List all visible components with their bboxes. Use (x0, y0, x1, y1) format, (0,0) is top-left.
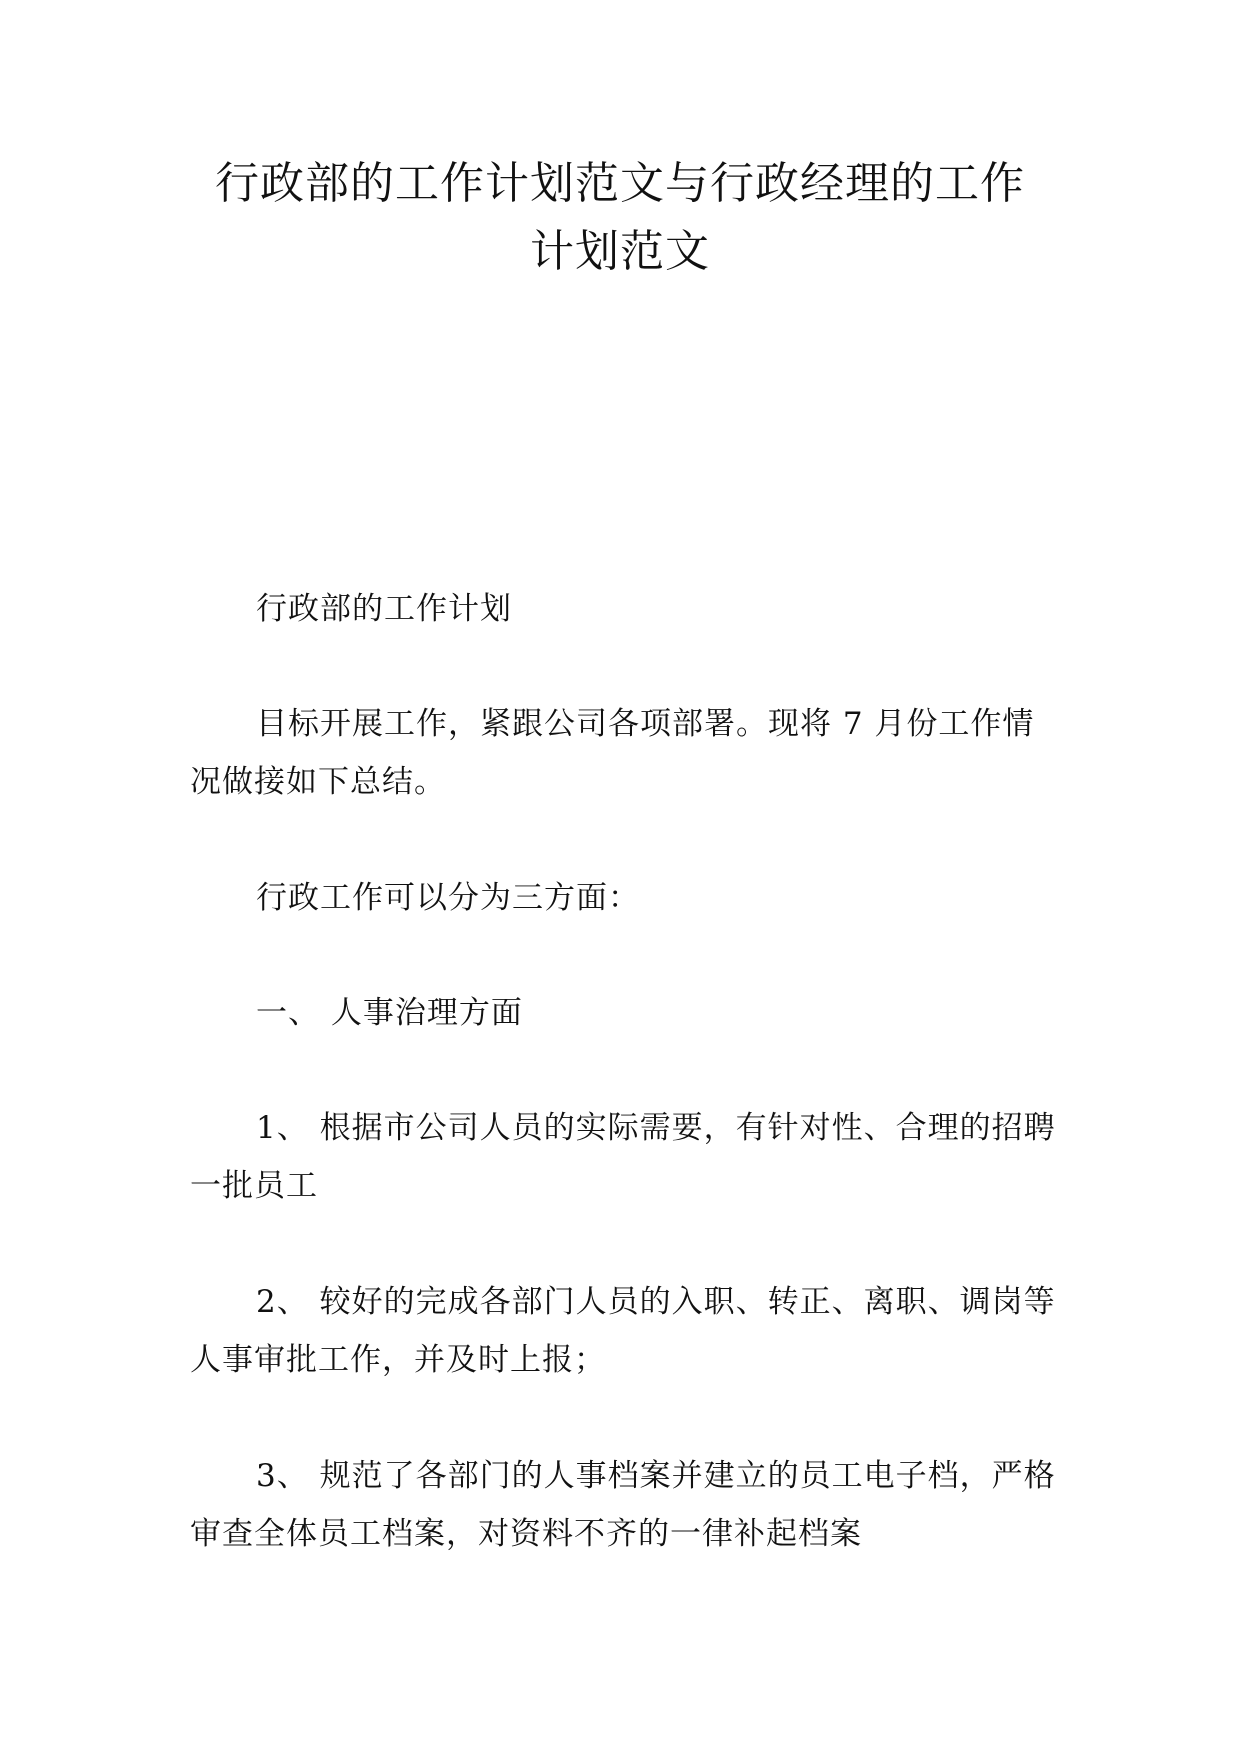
subsection-heading: 一、 人事治理方面 (256, 995, 523, 1031)
document-body (190, 580, 1060, 1621)
intro-paragraph: 目标开展工作，紧跟公司各项部署。现将 7 月份工作情况做接如下总结。 (190, 706, 1035, 800)
section-heading: 行政部的工作计划 (256, 591, 512, 627)
document-title (190, 150, 1050, 286)
title-line-1: 行政部的工作计划范文与行政经理的工作 (215, 158, 1025, 209)
list-item: 1、 根据市公司人员的实际需要，有针对性、合理的招聘一批员工 (190, 1110, 1056, 1204)
list-item: 3、 规范了各部门的人事档案并建立的员工电子档，严格审查全体员工档案，对资料不齐的一律补起档案 (190, 1458, 1056, 1552)
title-line-2: 计划范文 (530, 226, 710, 277)
list-item: 2、 较好的完成各部门人员的入职、转正、离职、调岗等人事审批工作，并及时上报； (190, 1284, 1056, 1378)
overview-paragraph: 行政工作可以分为三方面： (256, 880, 640, 916)
